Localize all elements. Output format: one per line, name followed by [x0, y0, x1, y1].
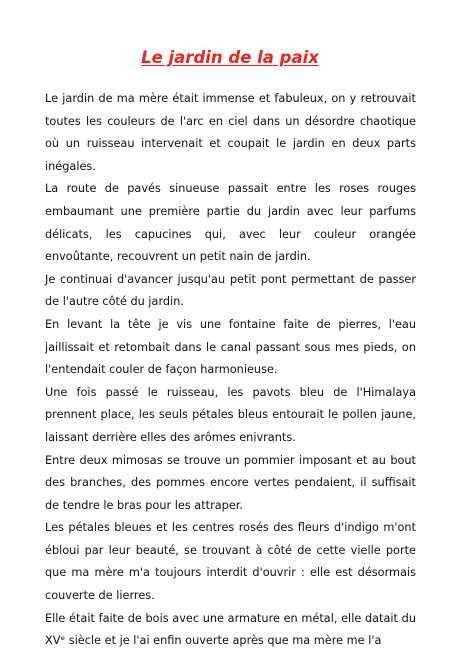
- paragraph: La route de pavés sinueuse passait entre les roses rouges embaumant une première partie du jardin avec leur parfums délicats, les capucines qui, avec leur couleur orangée envoûtante, recouvrent un petit nain de jardin.: [45, 182, 416, 264]
- paragraph: Les pétales bleues et les centres rosés des fleurs d'indigo m'ont ébloui par leur beauté, se trouvant à côté de cette vielle porte que ma mère m'a toujours interdit d'ouvrir : elle est désormais couverte de lierres.: [45, 521, 416, 603]
- paragraph: Elle était faite de bois avec une armature en métal, elle datait du XVᵉ siècle et je l'ai enfin ouverte après que ma mère me l'a: [45, 611, 416, 648]
- paragraph: Entre deux mimosas se trouve un pommier imposant et au bout des branches, des pommes encore vertes pendaient, il suffisait de tendre le bras pour les attraper.: [45, 453, 416, 512]
- paragraph: Je continuai d'avancer jusqu'au petit pont permettant de passer de l'autre côté du jardin.: [45, 272, 416, 309]
- document-title: Le jardin de la paix: [141, 48, 319, 67]
- paragraph: Le jardin de ma mère était immense et fabuleux, on y retrouvait toutes les couleurs de l'arc en ciel dans un désordre chaotique où un ruisseau intervenait et coupait le jardin en deux parts inégales.: [45, 92, 416, 173]
- paragraph: Une fois passé le ruisseau, les pavots bleu de l'Himalaya prennent place, les seuls pétales bleus entourait le pollen jaune, laissant derrière elles des arômes enivrants.: [45, 385, 416, 444]
- document-body: [45, 88, 416, 653]
- paragraph: En levant la tête je vis une fontaine faite de pierres, l'eau jaillissait et retombait dans le canal passant sous mes pieds, on l'entendait couler de façon harmonieuse.: [45, 317, 416, 377]
